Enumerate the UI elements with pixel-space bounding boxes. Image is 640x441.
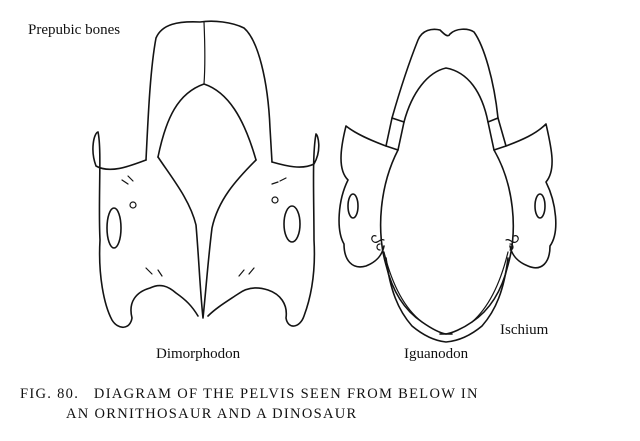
dimorphodon-left-acetabulum bbox=[107, 208, 121, 248]
prepubic-midline bbox=[204, 22, 205, 84]
dimorphodon-hatching bbox=[122, 176, 286, 276]
dimorphodon-right-acetabulum bbox=[284, 206, 300, 242]
iguanodon-pelvic-ring bbox=[381, 150, 514, 334]
iguanodon-right-acetabulum bbox=[535, 194, 545, 218]
iguanodon-left-acetabulum bbox=[348, 194, 358, 218]
caption-text-1: DIAGRAM OF THE PELVIS SEEN FROM BELOW IN bbox=[93, 386, 479, 402]
dimorphodon-right-foramen bbox=[272, 197, 278, 203]
iguanodon-prepubic-arch bbox=[404, 68, 488, 122]
dimorphodon-left-foramen bbox=[130, 202, 136, 208]
caption-text-2: AN ORNITHOSAUR AND A DINOSAUR bbox=[66, 406, 358, 422]
figure-caption-line2 bbox=[66, 406, 357, 423]
prepubic-arch bbox=[158, 84, 256, 160]
iguanodon-left-ischium bbox=[384, 252, 422, 322]
prepubic-bones-label: Prepubic bones bbox=[28, 22, 121, 38]
iguanodon-pelvis bbox=[339, 29, 556, 342]
dimorphodon-right-half bbox=[208, 134, 319, 326]
iguanodon-prepubic bbox=[392, 29, 498, 118]
dimorphodon-central-v bbox=[158, 157, 256, 318]
iguanodon-label: Iguanodon bbox=[404, 346, 469, 362]
iguanodon-right-pubis-joint bbox=[488, 118, 506, 150]
figure-caption-line1 bbox=[20, 386, 479, 403]
prepubic-bones bbox=[146, 21, 272, 162]
figure-number: FIG. 80. bbox=[20, 386, 80, 402]
dimorphodon-label: Dimorphodon bbox=[156, 346, 241, 362]
iguanodon-left-pubis-joint bbox=[386, 118, 404, 150]
ischium-label: Ischium bbox=[500, 322, 549, 338]
dimorphodon-pelvis bbox=[93, 21, 319, 327]
iguanodon-left-ilium bbox=[339, 126, 386, 267]
dimorphodon-left-half bbox=[93, 132, 198, 327]
